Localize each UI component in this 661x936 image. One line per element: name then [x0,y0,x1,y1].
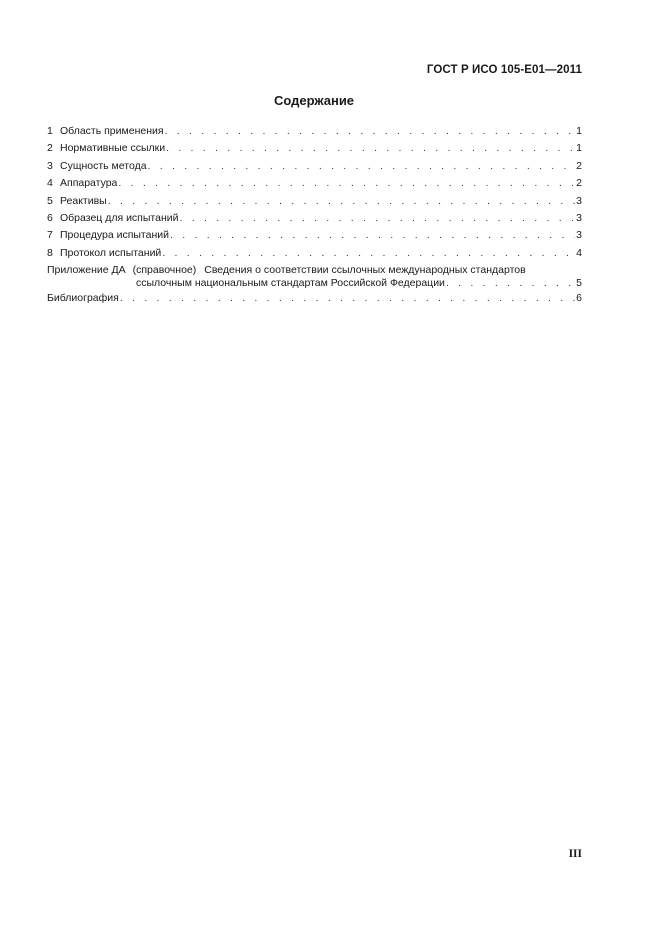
toc-entry-label: Аппаратура [60,177,118,190]
toc-leader-dots [446,276,575,290]
toc-entry-label: Реактивы [60,194,107,207]
toc-entry-1[interactable] [47,123,582,140]
toc-entry-bibliography[interactable] [47,291,582,305]
toc-title: Содержание [273,93,355,108]
toc-entry-page: 5 [576,277,582,290]
toc-entry-5[interactable] [47,193,582,210]
annex-type: (справочное) [132,264,197,277]
toc-leader-dots [170,227,575,244]
toc-entry-annex[interactable] [47,264,582,290]
toc-entry-8[interactable] [47,245,582,262]
toc-entry-number: 5 [47,194,53,207]
toc-entry-page: 2 [576,159,582,172]
toc-entry-2[interactable] [47,140,582,157]
toc-leader-dots [120,291,575,305]
toc-entry-7[interactable] [47,227,582,244]
annex-label: Приложение ДА [47,264,126,277]
toc-entry-label: Сущность метода [60,159,147,172]
page-number: III [568,848,582,860]
toc-leader-dots [166,140,575,157]
toc-entry-number: 4 [47,177,53,190]
toc-leader-dots [179,210,575,227]
toc-entry-4[interactable] [47,175,582,192]
toc-leader-dots [148,158,576,175]
toc-leader-dots [108,193,575,210]
toc-entry-label: Процедура испытаний [60,229,169,242]
toc-entry-6[interactable] [47,210,582,227]
toc-entry-page: 1 [576,125,582,137]
toc-entry-page: 3 [576,211,582,224]
toc-entry-label: Область применения [60,125,164,137]
toc-entry-number: 3 [47,159,53,172]
toc-entry-page: 6 [576,292,582,305]
toc-entry-page: 1 [576,142,582,155]
toc-entry-page: 3 [576,229,582,242]
toc-entry-number: 8 [47,246,53,259]
toc-entry-page: 4 [576,246,582,259]
toc-entry-number: 1 [47,125,53,137]
annex-title-line1: Сведения о соответствии ссылочных международных стандартов [204,264,526,277]
bibliography-label: Библиография [47,292,119,305]
toc-entry-number: 2 [47,142,53,155]
toc-entry-3[interactable] [47,158,582,175]
toc-entry-page: 2 [576,177,582,190]
document-code: ГОСТ Р ИСО 105-Е01—2011 [426,64,582,76]
toc-entry-page: 3 [576,194,582,207]
toc-leader-dots [118,175,575,192]
toc-entry-number: 7 [47,229,53,242]
toc-leader-dots [162,245,575,262]
table-of-contents [47,123,582,305]
toc-entry-label: Нормативные ссылки [60,142,166,155]
annex-title-line2: ссылочным национальным стандартам Российской Федерации [136,277,445,290]
toc-entry-label: Образец для испытаний [60,211,179,224]
toc-entry-label: Протокол испытаний [60,246,162,259]
toc-entry-number: 6 [47,211,53,224]
toc-leader-dots [165,123,576,140]
